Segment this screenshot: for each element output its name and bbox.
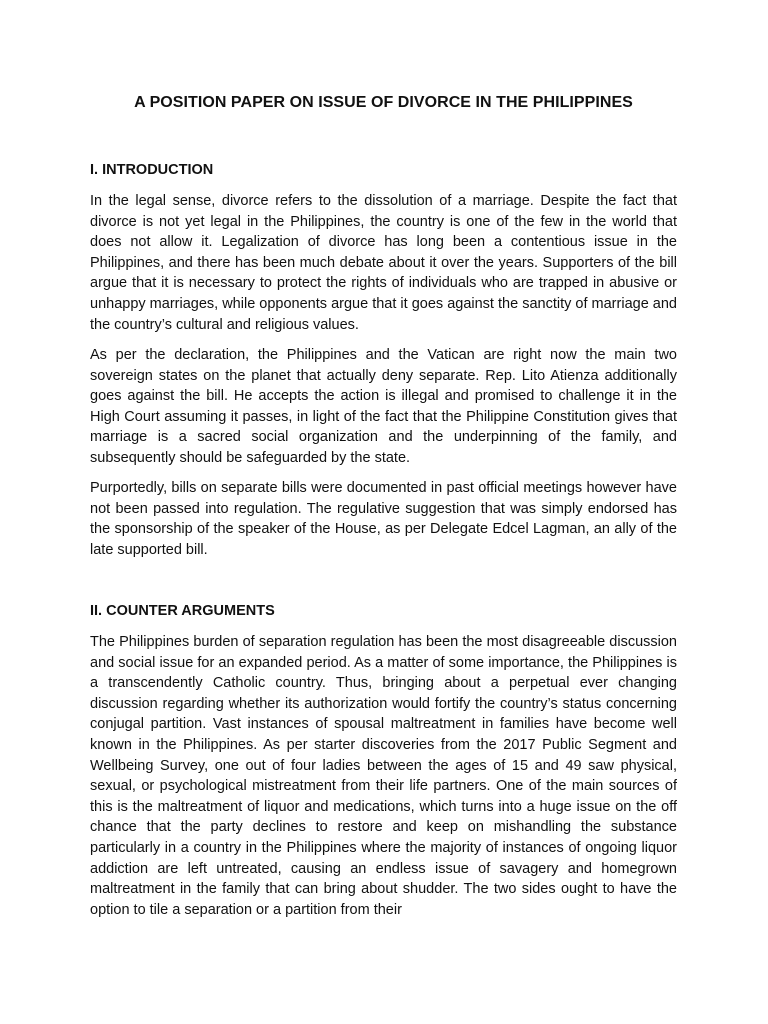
document-page	[90, 0, 677, 1024]
document-title: A POSITION PAPER ON ISSUE OF DIVORCE IN THE PHILIPPINES	[134, 94, 633, 111]
introduction-paragraph-3: Purportedly, bills on separate bills were documented in past official meetings however have not been passed into regulation. The regulative suggestion that was simply endorsed has the sponsorship of the speaker of the House, as per Delegate Edcel Lagman, an ally of the late supported bill.	[90, 480, 677, 558]
section-heading-introduction: I. INTRODUCTION	[90, 162, 214, 178]
introduction-paragraph-2: As per the declaration, the Philippines and the Vatican are right now the main two sovereign states on the planet that actually deny separate. Rep. Lito Atienza additionally goes against the bill. He accepts the action is illegal and promised to challenge it in the High Court assuming it passes, in light of the fact that the Philippine Constitution gives that marriage is a sacred social organization and the underpinning of the family, and subsequently should be safeguarded by the state.	[90, 347, 677, 466]
counter-arguments-paragraph-1: The Philippines burden of separation regulation has been the most disagreeable discussion and social issue for an expanded period. As a matter of some importance, the Philippines is a transcendently Catholic country. Thus, bringing about a perpetual ever changing discussion regarding whether its authorization would fortify the country’s status concerning conjugal partition. Vast instances of spousal maltreatment in families have become well known in the Philippines. As per starter discoveries from the 2017 Public Segment and Wellbeing Survey, one out of four ladies between the ages of 15 and 49 saw physical, sexual, or psychological mistreatment from their life partners. One of the main sources of this is the maltreatment of liquor and medications, which turns into a huge issue on the off chance that the party declines to restore and keep on mishandling the substance particularly in a country in the Philippines where the majority of instances of ongoing liquor addiction are left untreated, causing an endless issue of savagery and homegrown maltreatment in the family that can bring about shudder. The two sides ought to have the option to tile a separation or a partition from their	[90, 634, 677, 918]
section-heading-counter-arguments: II. COUNTER ARGUMENTS	[90, 603, 275, 619]
introduction-paragraph-1: In the legal sense, divorce refers to the dissolution of a marriage. Despite the fact that divorce is not yet legal in the Philippines, the country is one of the few in the world that does not allow it. Legalization of divorce has long been a contentious issue in the Philippines, and there has been much debate about it over the years. Supporters of the bill argue that it is necessary to protect the rights of individuals who are trapped in abusive or unhappy marriages, while opponents argue that it goes against the sanctity of marriage and the country’s cultural and religious values.	[90, 193, 677, 333]
